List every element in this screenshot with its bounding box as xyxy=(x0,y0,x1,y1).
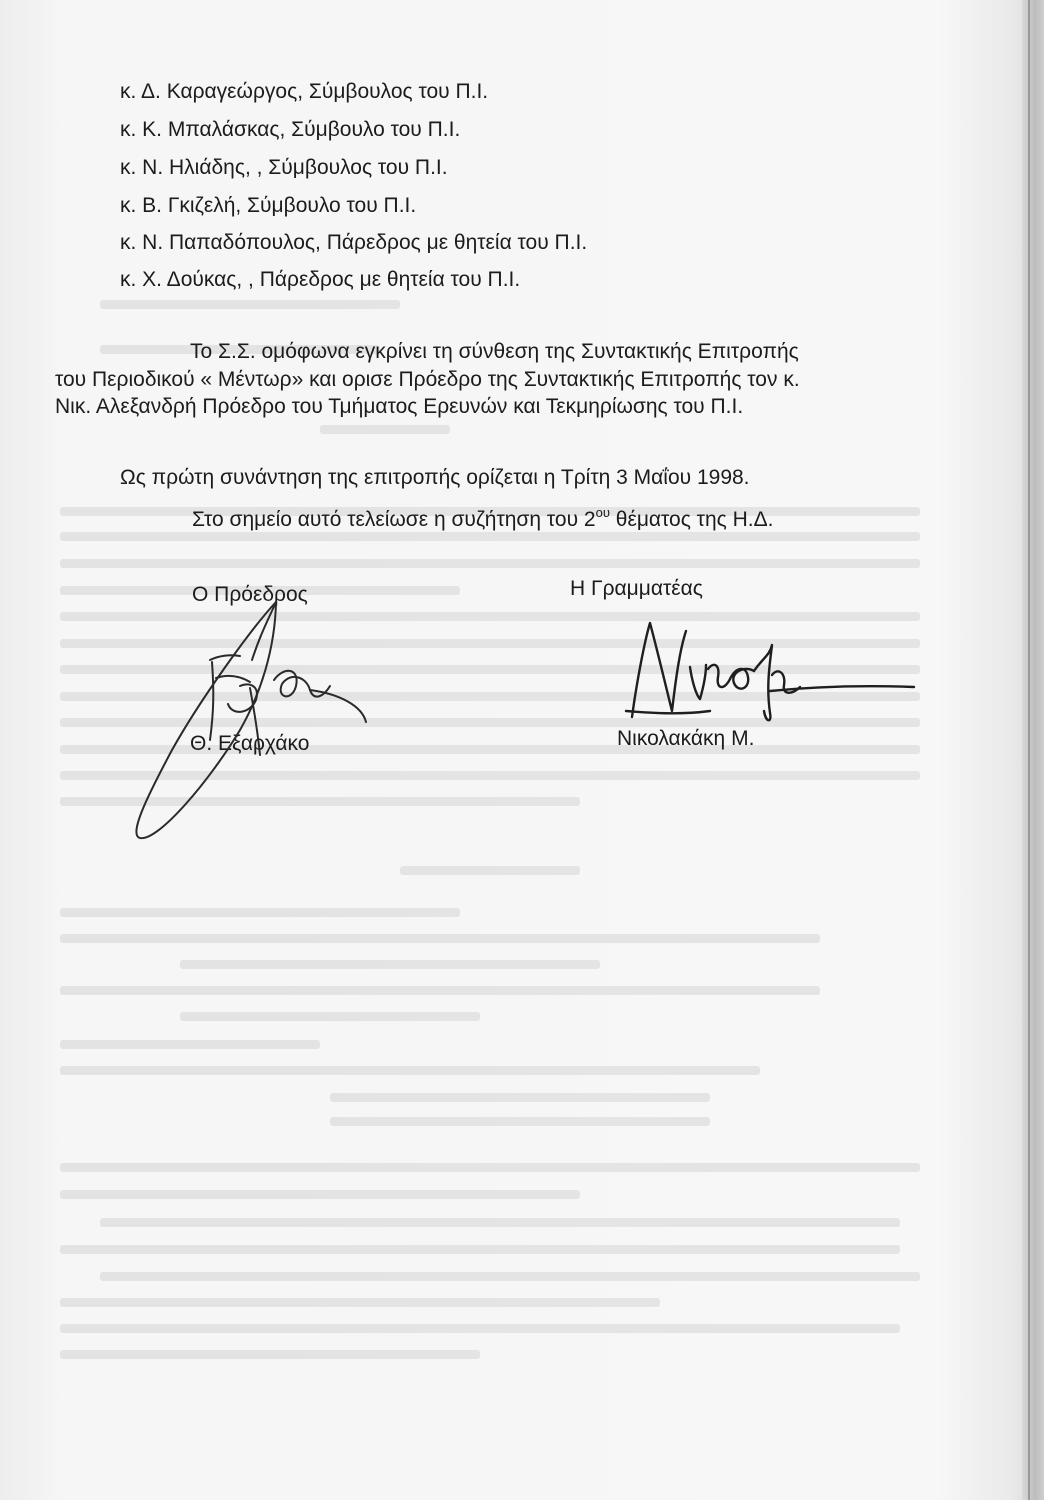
approval-line: Το Σ.Σ. ομόφωνα εγκρίνει τη σύνθεση της Συντακτικής Επιτροπής xyxy=(190,340,799,363)
approval-line: του Περιοδικού « Μέντωρ» και ορισε Πρόεδρο της Συντακτικής Επιτροπής τον κ. xyxy=(55,368,800,391)
closing-text-end: θέματος της Η.Δ. xyxy=(609,508,774,531)
president-name: Θ. Εξαρχάκο xyxy=(190,732,310,755)
first-meeting-line: Ως πρώτη συνάντηση της επιτροπής ορίζεται η Τρίτη 3 Μαΐου 1998. xyxy=(120,466,750,489)
closing-line xyxy=(192,505,773,532)
secretary-name: Νικολακάκη Μ. xyxy=(617,727,755,750)
member-line: κ. Δ. Καραγεώργος, Σύμβουλος του Π.Ι. xyxy=(120,80,489,103)
member-line: κ. Β. Γκιζελή, Σύμβουλο του Π.Ι. xyxy=(120,194,417,217)
member-line: κ. Ν. Παπαδόπουλος, Πάρεδρος με θητεία του Π.Ι. xyxy=(120,231,588,254)
member-line: κ. Χ. Δούκας, , Πάρεδρος με θητεία του Π.Ι. xyxy=(120,268,521,291)
secretary-title: Η Γραμματέας xyxy=(570,577,703,600)
member-line: κ. Ν. Ηλιάδης, , Σύμβουλος του Π.Ι. xyxy=(120,156,448,179)
approval-line: Νικ. Αλεξανδρή Πρόεδρο του Τμήματος Ερευνών και Τεκμηρίωσης του Π.Ι. xyxy=(55,395,744,418)
binding-fold-line xyxy=(1028,0,1030,1500)
closing-text: Στο σημείο αυτό τελείωσε η συζήτηση του 2 xyxy=(192,508,596,531)
member-line: κ. Κ. Μπαλάσκας, Σύμβουλο του Π.Ι. xyxy=(120,118,461,141)
president-title: Ο Πρόεδρος xyxy=(192,583,308,606)
ordinal-superscript: ου xyxy=(595,505,610,520)
binding-edge xyxy=(1022,0,1044,1500)
secretary-signature xyxy=(620,615,920,730)
president-signature xyxy=(100,590,400,850)
